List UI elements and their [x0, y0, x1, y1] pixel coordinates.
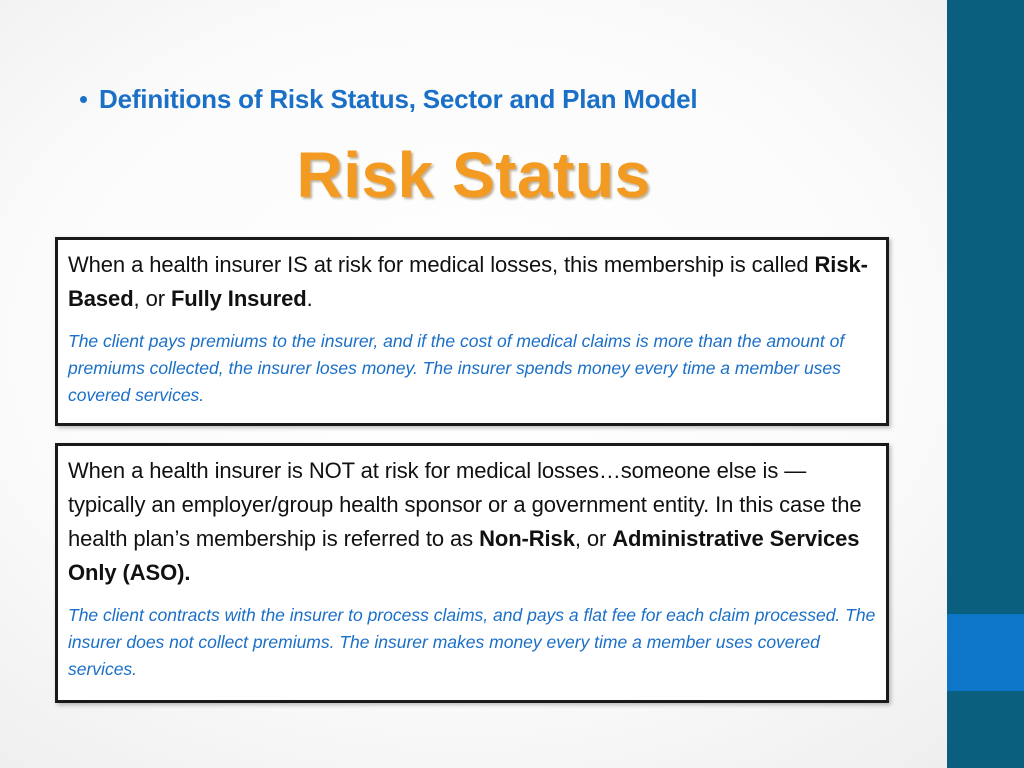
non-risk-box [55, 443, 889, 703]
definition-text-c: . [306, 286, 313, 311]
slide-title: Risk Status [296, 139, 651, 211]
term-risk-based: Risk-Based [68, 252, 868, 311]
risk-based-note: The client pays premiums to the insurer, and if the cost of medical claims is more than the amount of premiums collected, the insurer loses money. The insurer spends money every time a member uses covered services. [68, 331, 845, 405]
risk-based-box [55, 237, 889, 426]
non-risk-note: The client contracts with the insurer to process claims, and pays a flat fee for each claim processed. The insurer does not collect premiums. The insurer makes money every time a member uses covered services. [68, 605, 876, 679]
definition-text-a: When a health insurer is NOT at risk for medical losses…someone else is — typically an employer/group health sponsor or a government entity. In this case the health plan’s membership is referred to as [68, 458, 862, 551]
bullet-dot-icon [80, 96, 87, 103]
term-fully-insured: Fully Insured [170, 286, 307, 311]
term-aso: Administrative Services Only (ASO). [68, 526, 860, 585]
definition-text-b: , or [574, 526, 613, 551]
bullet-text: Definitions of Risk Status, Sector and Plan Model [99, 84, 698, 114]
sidebar-accent-block [947, 614, 1024, 691]
non-risk-definition [68, 454, 876, 590]
bullet-item [80, 84, 697, 115]
definition-text-b: , or [133, 286, 171, 311]
term-non-risk: Non-Risk [479, 526, 575, 551]
risk-based-definition [68, 248, 876, 316]
definition-text-a: When a health insurer IS at risk for medical losses, this membership is called [68, 252, 815, 277]
